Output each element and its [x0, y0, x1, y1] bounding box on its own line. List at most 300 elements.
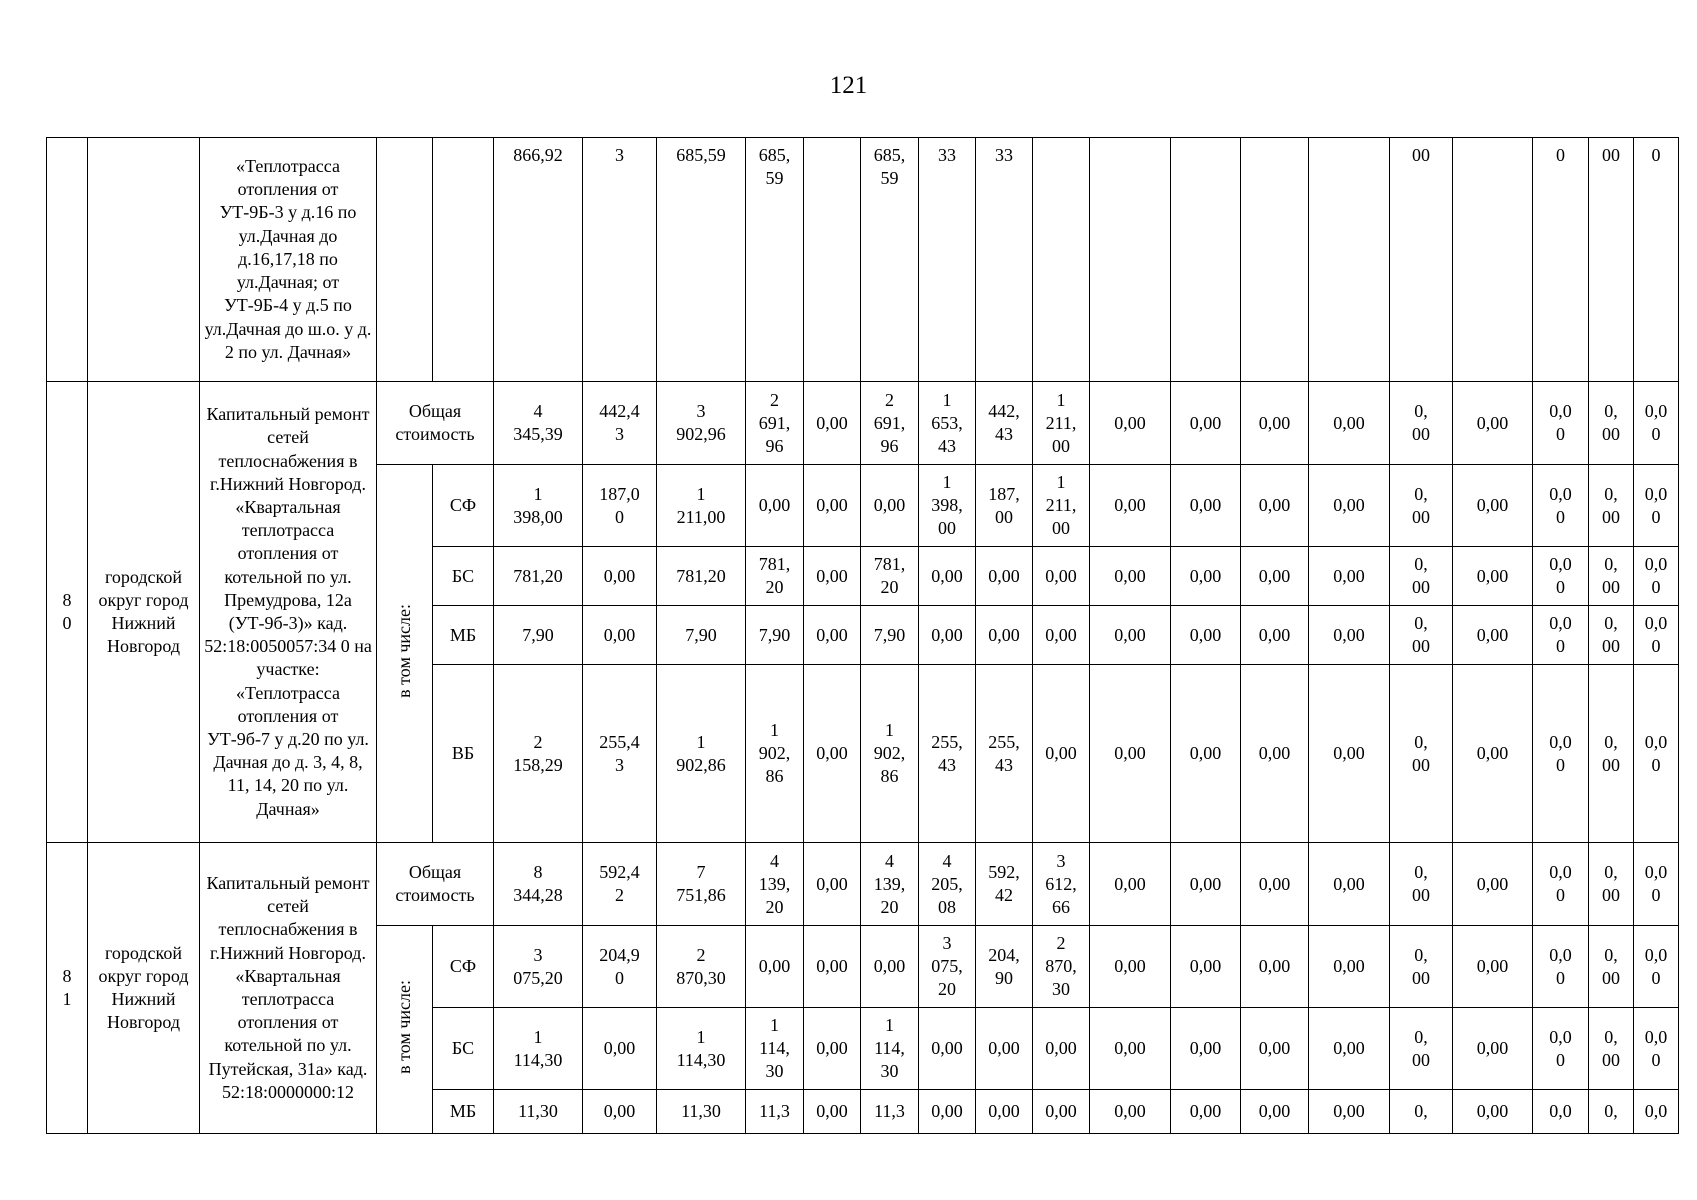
value-cell-text: 0,00 — [1333, 873, 1365, 894]
value-cell-text: 0,00 — [1333, 743, 1365, 763]
sub-label-vertical — [377, 926, 433, 1134]
value-cell — [494, 382, 583, 465]
value-cell — [1171, 382, 1241, 465]
value-cell-text: 0,0 0 — [1644, 731, 1668, 775]
funding-source-label-text: МБ — [449, 1101, 477, 1121]
page-number: 121 — [829, 72, 868, 99]
value-cell — [746, 843, 804, 926]
value-cell-text: 0,00 — [1333, 412, 1365, 433]
value-cell — [1090, 606, 1171, 665]
value-cell — [919, 382, 976, 465]
value-cell-text: 0,00 — [931, 1101, 963, 1121]
value-cell-text: 0,0 — [1644, 1101, 1668, 1121]
section-number-text: 8 0 — [62, 590, 72, 633]
value-cell-text: 781, 20 — [758, 554, 791, 597]
value-cell-text: 0, 00 — [1602, 554, 1620, 597]
value-cell-text: 0,00 — [931, 624, 963, 645]
value-cell — [657, 1008, 746, 1090]
value-cell-text: 0,00 — [1045, 1038, 1077, 1058]
value-cell — [746, 606, 804, 665]
value-cell — [1453, 382, 1533, 465]
value-cell-text: 0,00 — [988, 1038, 1020, 1058]
value-cell — [1033, 926, 1090, 1008]
description-cell — [200, 843, 377, 1134]
value-cell-text: 0,00 — [1333, 624, 1365, 645]
value-cell-text: 0,00 — [603, 1038, 636, 1058]
table-row — [47, 138, 1679, 382]
value-cell — [976, 547, 1033, 606]
value-cell — [1453, 926, 1533, 1008]
value-cell — [1241, 382, 1309, 465]
value-cell — [1634, 382, 1679, 465]
value-cell — [1171, 138, 1241, 382]
value-cell — [861, 665, 919, 843]
value-cell-text: 781,20 — [676, 565, 726, 586]
value-cell — [861, 1090, 919, 1134]
funding-source-label-text: МБ — [449, 624, 477, 645]
value-cell-text: 0,00 — [1114, 495, 1146, 515]
value-cell-text: 7 751,86 — [676, 862, 726, 905]
value-cell-text: 0,00 — [1045, 1101, 1077, 1121]
value-cell-text: 0,00 — [1114, 956, 1146, 976]
value-cell — [1309, 547, 1390, 606]
value-cell-text: 0,00 — [1189, 1038, 1222, 1058]
value-cell — [1241, 843, 1309, 926]
value-cell-text: 3 075,20 — [513, 944, 563, 988]
value-cell — [1241, 926, 1309, 1008]
description-cell-text: Капитальный ремонт сетей теплоснабжения в г.Нижний Новгород. «Квартальная теплотрасса отопления от котельной по ул. Путейская, 31а» кад. 52:18:0000000:12 — [206, 872, 370, 1102]
value-cell — [804, 382, 861, 465]
value-cell-text: 3 — [615, 145, 624, 165]
value-cell — [1171, 465, 1241, 547]
value-cell — [1090, 665, 1171, 843]
value-cell — [1634, 138, 1679, 382]
value-cell-text: 8 344,28 — [513, 862, 563, 905]
value-cell-text: 0,00 — [931, 565, 963, 586]
value-cell — [1453, 1008, 1533, 1090]
value-cell — [1090, 843, 1171, 926]
value-cell — [1390, 138, 1453, 382]
value-cell-text: 0,00 — [1476, 624, 1509, 645]
total-label — [377, 843, 494, 926]
value-cell — [1390, 1090, 1453, 1134]
value-cell — [1634, 1090, 1679, 1134]
value-cell — [919, 138, 976, 382]
value-cell-text: 0,00 — [816, 1101, 848, 1121]
value-cell-text: 685, 59 — [758, 145, 791, 188]
value-cell — [657, 1090, 746, 1134]
value-cell — [976, 1008, 1033, 1090]
value-cell-text: 0,0 0 — [1549, 401, 1572, 444]
value-cell-text: 0,00 — [1333, 956, 1365, 976]
value-cell-text: 0,00 — [1476, 412, 1509, 433]
value-cell — [746, 926, 804, 1008]
value-cell — [976, 382, 1033, 465]
value-cell-text: 0,00 — [758, 956, 791, 976]
value-cell-text: 0,00 — [1333, 1101, 1365, 1121]
value-cell-text: 4 139, 20 — [873, 850, 906, 917]
value-cell — [1533, 606, 1589, 665]
value-cell — [976, 1090, 1033, 1134]
value-cell — [1241, 665, 1309, 843]
value-cell-text: 0,00 — [816, 1038, 848, 1058]
value-cell — [1309, 1008, 1390, 1090]
value-cell — [1033, 138, 1090, 382]
value-cell-text: 2 870,30 — [676, 944, 726, 988]
value-cell-text: 0, 00 — [1412, 483, 1430, 527]
value-cell — [1634, 465, 1679, 547]
value-cell-text: 7,90 — [873, 624, 906, 645]
value-cell-text: 4 205, 08 — [931, 850, 963, 917]
value-cell — [919, 547, 976, 606]
value-cell — [1634, 547, 1679, 606]
value-cell-text: 0,0 — [1549, 1101, 1572, 1121]
value-cell-text: 1 653, 43 — [931, 389, 963, 456]
value-cell — [1589, 138, 1634, 382]
value-cell — [861, 138, 919, 382]
value-cell — [919, 1090, 976, 1134]
value-cell — [1533, 1008, 1589, 1090]
value-cell — [1453, 547, 1533, 606]
value-cell — [1589, 843, 1634, 926]
funding-source-label — [433, 665, 494, 843]
value-cell — [746, 1090, 804, 1134]
value-cell — [1309, 606, 1390, 665]
value-cell — [494, 665, 583, 843]
value-cell — [583, 843, 657, 926]
value-cell — [1241, 465, 1309, 547]
value-cell — [976, 465, 1033, 547]
value-cell — [1090, 382, 1171, 465]
value-cell — [919, 843, 976, 926]
value-cell — [746, 382, 804, 465]
value-cell-text: 0,00 — [603, 565, 636, 586]
value-cell-text: 0,00 — [1045, 743, 1077, 763]
value-cell-text: 1 398,00 — [513, 483, 563, 527]
value-cell — [1533, 138, 1589, 382]
value-cell-text: 204, 90 — [988, 944, 1020, 988]
district-cell — [88, 843, 200, 1134]
value-cell — [1634, 926, 1679, 1008]
value-cell — [861, 843, 919, 926]
value-cell-text: 1 902, 86 — [873, 720, 906, 786]
value-cell-text: 0,0 0 — [1549, 483, 1572, 527]
value-cell-text: 7,90 — [758, 624, 791, 645]
value-cell — [1390, 382, 1453, 465]
value-cell — [1090, 547, 1171, 606]
value-cell-text: 0,0 0 — [1549, 554, 1572, 597]
value-cell-text: 0, 00 — [1412, 862, 1430, 905]
sub-label-vertical-text: в том числе: — [394, 603, 414, 698]
value-cell — [1390, 843, 1453, 926]
value-cell-text: 0, — [1604, 1101, 1618, 1121]
value-cell-text: 11,30 — [518, 1101, 558, 1121]
value-cell-text: 0,0 0 — [1644, 613, 1668, 656]
value-cell-text: 0,00 — [1045, 565, 1077, 586]
value-cell — [1533, 465, 1589, 547]
value-cell — [804, 926, 861, 1008]
value-cell-text: 0,00 — [988, 1101, 1020, 1121]
value-cell-text: 592, 42 — [988, 862, 1020, 905]
value-cell — [1171, 1008, 1241, 1090]
value-cell-text: 0, 00 — [1412, 944, 1430, 988]
district-cell — [88, 382, 200, 843]
value-cell — [583, 1008, 657, 1090]
value-cell-text: 0,00 — [1476, 743, 1509, 763]
funding-source-label-text: СФ — [449, 956, 477, 976]
value-cell — [1453, 465, 1533, 547]
value-cell-text: 0,00 — [1258, 956, 1291, 976]
value-cell-text: 0,00 — [1476, 873, 1509, 894]
value-cell — [1589, 465, 1634, 547]
value-cell-text: 00 — [1602, 145, 1620, 165]
value-cell — [1533, 665, 1589, 843]
value-cell-text: 33 — [938, 145, 956, 165]
section-number — [47, 382, 88, 843]
value-cell — [746, 465, 804, 547]
value-cell-text: 1 114,30 — [513, 1026, 563, 1070]
value-cell-text: 0,00 — [988, 624, 1020, 645]
value-cell-text: 0,00 — [1476, 495, 1509, 515]
value-cell-text: 0,00 — [1114, 1038, 1146, 1058]
value-cell — [746, 138, 804, 382]
value-cell-text: 0,00 — [603, 624, 636, 645]
value-cell — [1390, 665, 1453, 843]
value-cell — [657, 465, 746, 547]
value-cell-text: 0,00 — [1333, 1038, 1365, 1058]
value-cell-text: 1 114, 30 — [874, 1015, 905, 1081]
value-cell — [1453, 843, 1533, 926]
value-cell — [1589, 926, 1634, 1008]
value-cell-text: 0,00 — [816, 565, 848, 586]
value-cell — [804, 843, 861, 926]
value-cell-text: 0, 00 — [1412, 731, 1430, 775]
value-cell — [657, 665, 746, 843]
funding-source-label — [433, 465, 494, 547]
value-cell — [1390, 465, 1453, 547]
value-cell-text: 0,00 — [1114, 624, 1146, 645]
value-cell — [1390, 606, 1453, 665]
total-label-text: Общая стоимость — [395, 401, 475, 444]
value-cell — [976, 138, 1033, 382]
value-cell-text: 204,9 0 — [599, 944, 640, 988]
value-cell — [1533, 382, 1589, 465]
value-cell-text: 0,00 — [1114, 743, 1146, 763]
value-cell-text: 0,00 — [1333, 495, 1365, 515]
value-cell — [1589, 382, 1634, 465]
value-cell-text: 7,90 — [522, 624, 554, 645]
value-cell-text: 1 211, 00 — [1045, 472, 1077, 538]
value-cell — [804, 1090, 861, 1134]
value-cell — [1589, 606, 1634, 665]
value-cell — [583, 547, 657, 606]
value-cell — [1634, 843, 1679, 926]
value-cell — [1634, 665, 1679, 843]
value-cell-text: 0, 00 — [1602, 613, 1620, 656]
value-cell — [804, 606, 861, 665]
value-cell-text: 7,90 — [685, 624, 717, 645]
value-cell-text: 00 — [1412, 145, 1430, 165]
value-cell-text: 0,00 — [873, 956, 906, 976]
value-cell — [1589, 547, 1634, 606]
value-cell-text: 11,30 — [681, 1101, 721, 1121]
value-cell — [746, 665, 804, 843]
value-cell — [746, 1008, 804, 1090]
value-cell-text: 0,00 — [603, 1101, 636, 1121]
value-cell-text: 0,00 — [1258, 495, 1291, 515]
value-cell — [804, 138, 861, 382]
value-cell-text: 0,00 — [816, 956, 848, 976]
value-cell-text: 0, 00 — [1412, 613, 1430, 656]
value-cell-text: 0,0 0 — [1549, 944, 1572, 988]
value-cell — [976, 606, 1033, 665]
sub-label-vertical-text: в том числе: — [394, 979, 414, 1074]
value-cell — [861, 926, 919, 1008]
value-cell — [1309, 1090, 1390, 1134]
label-cell — [377, 138, 433, 382]
value-cell — [746, 547, 804, 606]
value-cell — [494, 1090, 583, 1134]
value-cell — [657, 547, 746, 606]
value-cell-text: 0,0 0 — [1549, 1026, 1572, 1070]
value-cell — [1309, 665, 1390, 843]
funding-source-label — [433, 606, 494, 665]
value-cell-text: 0,00 — [1189, 565, 1222, 586]
value-cell-text: 0,0 0 — [1549, 731, 1572, 775]
value-cell-text: 0, 00 — [1412, 1026, 1430, 1070]
value-cell-text: 11,3 — [874, 1101, 905, 1121]
value-cell-text: 0,00 — [1258, 1038, 1291, 1058]
description-cell-text: Капитальный ремонт сетей теплоснабжения в г.Нижний Новгород. «Квартальная теплотрасса отопления от котельной по ул. Премудрова, 12а (УТ-9б-3)» кад. 52:18:0050057:34 0 на участке: «Теплотрасса отопления от УТ-9б-7 у д.20 по ул. Дачная до д. 3, 4, 8, 11, 14, 20 по ул. Дачная» — [204, 404, 372, 819]
value-cell — [1033, 1090, 1090, 1134]
value-cell-text: 442, 43 — [988, 401, 1020, 444]
funding-source-label — [433, 1008, 494, 1090]
value-cell-text: 1 211, 00 — [1045, 389, 1077, 456]
value-cell — [1241, 1008, 1309, 1090]
value-cell — [583, 1090, 657, 1134]
funding-source-label — [433, 1090, 494, 1134]
value-cell-text: 0,0 0 — [1549, 613, 1572, 656]
value-cell — [494, 1008, 583, 1090]
value-cell-text: 0,00 — [1258, 412, 1291, 433]
funding-source-label-text: БС — [451, 565, 475, 586]
value-cell-text: 255, 43 — [931, 731, 963, 775]
value-cell — [1453, 138, 1533, 382]
value-cell-text: 0,00 — [1045, 624, 1077, 645]
value-cell — [1090, 138, 1171, 382]
value-cell-text: 781,20 — [513, 565, 563, 586]
value-cell — [494, 606, 583, 665]
value-cell — [1241, 138, 1309, 382]
funding-source-label-text: БС — [451, 1038, 475, 1058]
value-cell — [1390, 1008, 1453, 1090]
value-cell — [1533, 1090, 1589, 1134]
value-cell — [1171, 665, 1241, 843]
value-cell-text: 0, 00 — [1602, 731, 1620, 775]
value-cell — [1453, 606, 1533, 665]
value-cell — [1634, 606, 1679, 665]
value-cell — [1241, 1090, 1309, 1134]
value-cell — [583, 465, 657, 547]
section-number-text: 8 1 — [62, 966, 72, 1009]
value-cell-text: 781, 20 — [873, 554, 906, 597]
value-cell — [494, 926, 583, 1008]
value-cell — [861, 465, 919, 547]
value-cell — [976, 665, 1033, 843]
value-cell-text: 0,00 — [816, 743, 848, 763]
value-cell — [583, 138, 657, 382]
value-cell-text: 592,4 2 — [599, 862, 640, 905]
value-cell-text: 0,00 — [1189, 624, 1222, 645]
value-cell-text: 187,0 0 — [599, 483, 640, 527]
sub-label-vertical — [377, 465, 433, 843]
value-cell — [583, 606, 657, 665]
value-cell-text: 0,00 — [1258, 624, 1291, 645]
value-cell-text: 0,0 0 — [1644, 401, 1668, 444]
value-cell — [804, 465, 861, 547]
total-label-text: Общая стоимость — [395, 862, 475, 905]
value-cell-text: 0, 00 — [1602, 944, 1620, 988]
table-row — [47, 382, 1679, 465]
value-cell — [494, 465, 583, 547]
value-cell-text: 33 — [995, 145, 1013, 165]
value-cell — [1533, 547, 1589, 606]
value-cell — [1033, 1008, 1090, 1090]
value-cell — [1309, 926, 1390, 1008]
value-cell — [1589, 665, 1634, 843]
value-cell-text: 685,59 — [676, 145, 726, 165]
description-cell — [200, 382, 377, 843]
district-cell-text: городской округ город Нижний Новгород — [98, 943, 189, 1032]
value-cell-text: 0,00 — [1476, 956, 1509, 976]
value-cell — [1090, 926, 1171, 1008]
value-cell — [494, 138, 583, 382]
value-cell — [1171, 547, 1241, 606]
value-cell-text: 0,00 — [1258, 1101, 1291, 1121]
value-cell-text: 0,00 — [1258, 873, 1291, 894]
value-cell — [657, 843, 746, 926]
value-cell-text: 0,0 0 — [1644, 554, 1668, 597]
total-label — [377, 382, 494, 465]
value-cell-text: 0,00 — [758, 495, 791, 515]
value-cell — [919, 465, 976, 547]
value-cell — [804, 1008, 861, 1090]
value-cell-text: 0, — [1414, 1101, 1428, 1121]
value-cell-text: 0,00 — [988, 565, 1020, 586]
description-cell-text: «Теплотрасса отопления от УТ-9Б-3 у д.16 по ул.Дачная до д.16,17,18 по ул.Дачная; от УТ-9Б-4 у д.5 по ул.Дачная до ш.о. у д. 2 по ул. Дачная» — [204, 156, 372, 362]
value-cell — [1241, 547, 1309, 606]
value-cell-text: 0,0 0 — [1644, 1026, 1668, 1070]
value-cell-text: 255, 43 — [988, 731, 1020, 775]
value-cell-text: 0,00 — [816, 495, 848, 515]
value-cell-text: 11,3 — [759, 1101, 790, 1121]
funding-source-label — [433, 926, 494, 1008]
value-cell — [804, 547, 861, 606]
value-cell-text: 0,00 — [1114, 412, 1146, 433]
value-cell — [804, 665, 861, 843]
value-cell-text: 0,00 — [1114, 1101, 1146, 1121]
value-cell-text: 0, 00 — [1602, 1026, 1620, 1070]
value-cell — [919, 606, 976, 665]
value-cell-text: 0,00 — [931, 1038, 963, 1058]
value-cell-text: 0 — [1556, 145, 1565, 165]
value-cell — [1033, 465, 1090, 547]
value-cell-text: 2 691, 96 — [873, 389, 906, 456]
value-cell — [861, 382, 919, 465]
value-cell — [976, 926, 1033, 1008]
value-cell — [494, 547, 583, 606]
num-cell — [47, 138, 88, 382]
